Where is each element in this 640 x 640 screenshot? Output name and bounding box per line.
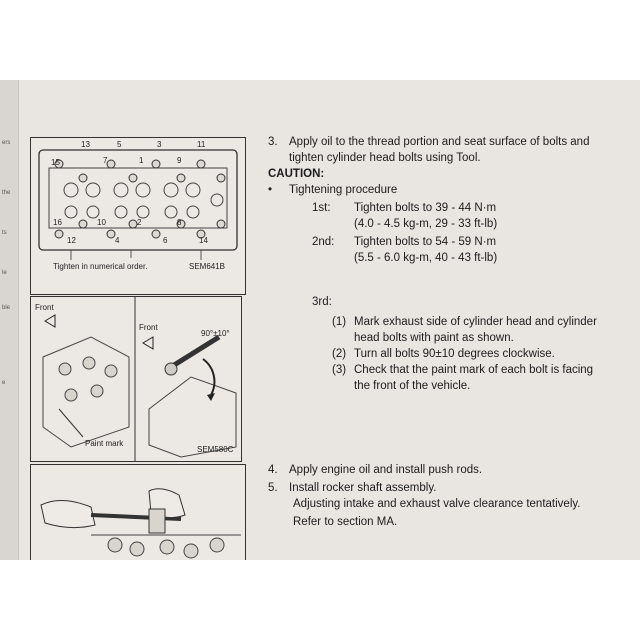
margin-fragment: le (2, 270, 7, 276)
step-number: 3. (268, 136, 278, 148)
figure-code: SEM580C (197, 445, 234, 454)
substep-number: (2) (332, 348, 347, 360)
figure-rocker-shaft (30, 464, 246, 560)
bolt-number: 12 (67, 236, 76, 245)
stage-text: Tighten bolts to 54 - 59 N·m (354, 236, 497, 248)
stage-label: 2nd: (312, 236, 335, 248)
procedure-title: Tightening procedure (289, 184, 398, 196)
front-label: Front (35, 303, 54, 312)
substep-text: Check that the paint mark of each bolt is facing (354, 364, 594, 376)
substep-number: (1) (332, 316, 347, 328)
margin-fragment: the (2, 190, 11, 196)
bolt-number: 5 (117, 140, 122, 149)
figure-paint-mark (30, 296, 242, 462)
bolt-number: 10 (97, 218, 106, 227)
bolt-number: 13 (81, 140, 90, 149)
bolt-number: 14 (199, 236, 208, 245)
substep-text: the front of the vehicle. (354, 380, 471, 392)
bolt-number: 4 (115, 236, 120, 245)
front-label: Front (139, 323, 158, 332)
figure-bolt-order (30, 137, 246, 295)
bolt-number: 9 (177, 156, 182, 165)
bolt-number: 1 (139, 156, 144, 165)
step3-line: tighten cylinder head bolts using Tool. (289, 152, 481, 164)
margin-fragment: e (2, 380, 6, 386)
bolt-number: 15 (51, 158, 60, 167)
substep-text: head bolts with paint as shown. (354, 332, 514, 344)
step-number: 4. (268, 464, 278, 476)
bolt-number: 6 (163, 236, 168, 245)
bolt-number: 3 (157, 140, 162, 149)
margin-fragment: ble (2, 305, 11, 311)
stage-label: 3rd: (312, 296, 332, 308)
step5-text: Install rocker shaft assembly. (289, 482, 437, 494)
stage-text: (5.5 - 6.0 kg-m, 40 - 43 ft-lb) (354, 252, 498, 264)
substep-text: Turn all bolts 90±10 degrees clockwise. (354, 348, 555, 360)
caution-heading: CAUTION: (268, 168, 325, 180)
step5-text: Adjusting intake and exhaust valve clearance tentatively. (293, 498, 581, 510)
step4-text: Apply engine oil and install push rods. (289, 464, 483, 476)
step3-line: Apply oil to the thread portion and seat surface of bolts and (289, 136, 590, 148)
paint-mark-label: Paint mark (85, 439, 124, 448)
stage-label: 1st: (312, 202, 331, 214)
stage-text: (4.0 - 4.5 kg-m, 29 - 33 ft-lb) (354, 218, 498, 230)
bolt-angle-drawing (31, 297, 241, 461)
margin-fragment: ers (2, 140, 11, 146)
stage-text: Tighten bolts to 39 - 44 N·m (354, 202, 497, 214)
bolt-number: 8 (177, 218, 182, 227)
substep-number: (3) (332, 364, 347, 376)
adjacent-page-margin (0, 80, 19, 560)
margin-fragment: ts (2, 230, 7, 236)
figure-code: SEM641B (189, 262, 226, 271)
step5-text: Refer to section MA. (293, 516, 398, 528)
rocker-shaft-drawing (31, 465, 245, 560)
bullet: • (268, 184, 273, 196)
bolt-number: 7 (103, 156, 108, 165)
bolt-number: 16 (53, 218, 62, 227)
manual-page (0, 80, 640, 560)
angle-label: 90°±10° (201, 329, 230, 338)
bolt-number: 11 (197, 140, 206, 149)
bolt-number: 2 (137, 218, 142, 227)
substep-text: Mark exhaust side of cylinder head and cylinder (354, 316, 597, 328)
figure-caption: Tighten in numerical order. (53, 262, 148, 271)
step-number: 5. (268, 482, 278, 494)
